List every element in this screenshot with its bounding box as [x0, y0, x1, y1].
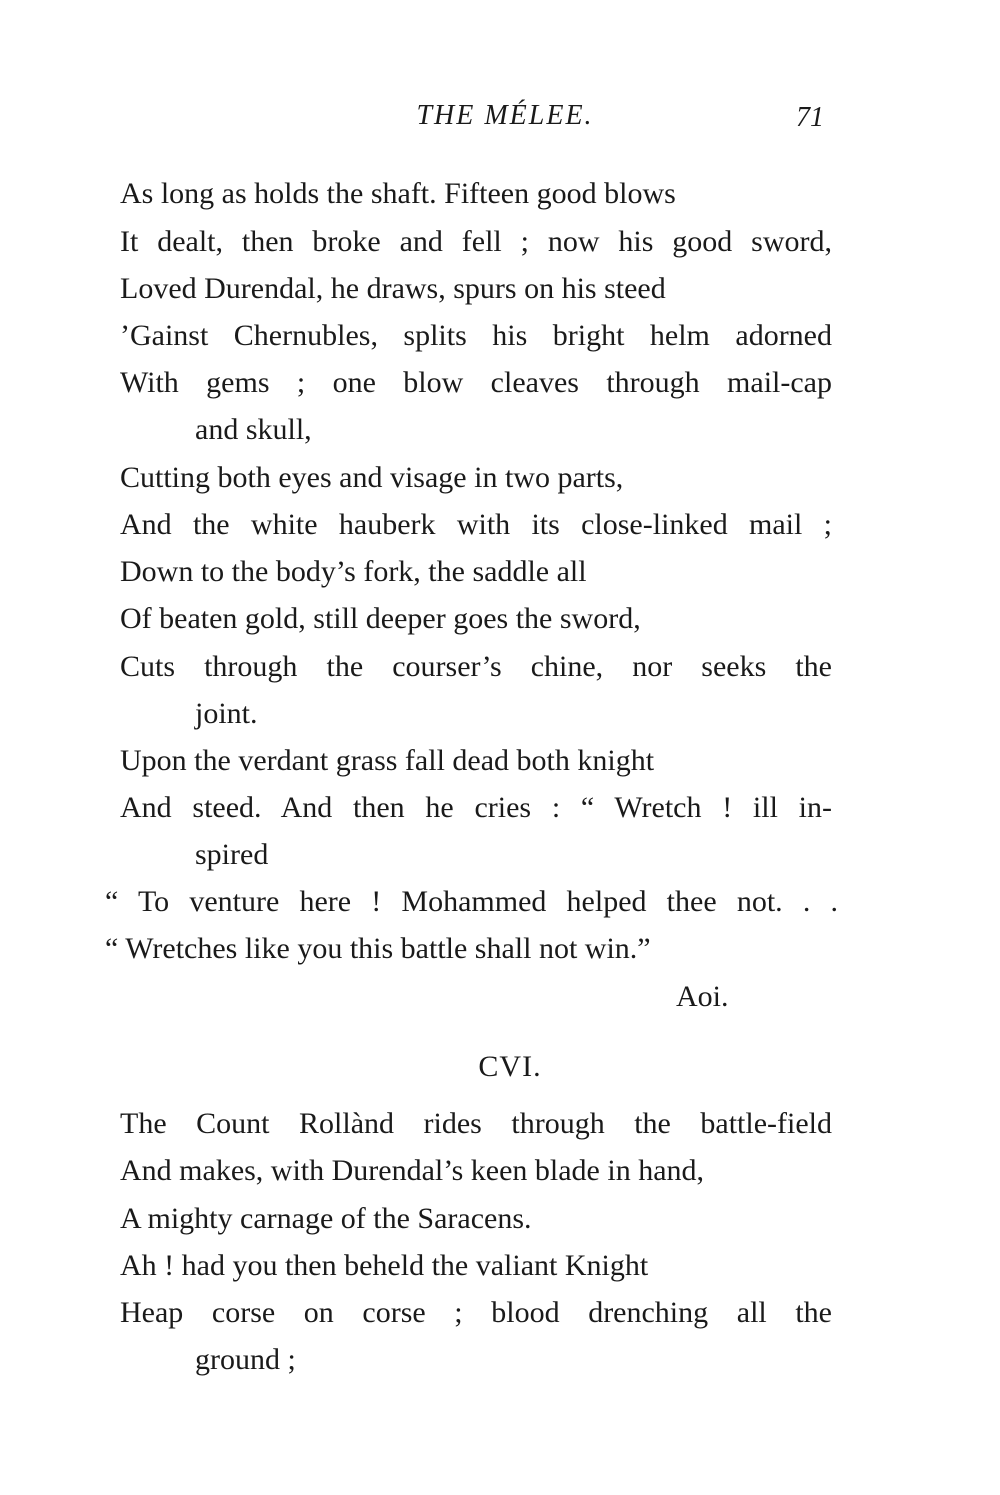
verse-line: Cutting both eyes and visage in two parts, [120, 461, 624, 494]
verse-line: A mighty carnage of the Saracens. [120, 1202, 532, 1235]
aoi-refrain: Aoi. [676, 980, 729, 1013]
verse-line: And steed. And then he cries : “ Wretch ! ill in- [120, 791, 832, 824]
verse-line: Heap corse on corse ; blood drenching all the [120, 1296, 832, 1329]
verse-line: Upon the verdant grass fall dead both knight [120, 744, 655, 777]
verse-line: It dealt, then broke and fell ; now his good sword, [120, 225, 832, 258]
verse-line: “ To venture here ! Mohammed helped thee not. . . [105, 885, 838, 918]
page-number: 71 [796, 102, 824, 133]
verse-line-continuation: spired [195, 838, 269, 871]
header-title: THE MÉLEE. [416, 100, 594, 131]
verse-line: “ Wretches like you this battle shall not win.” [105, 932, 651, 965]
verse-line: The Count Rollànd rides through the battle-field [120, 1107, 832, 1140]
verse-line: Cuts through the courser’s chine, nor seeks the [120, 650, 832, 683]
verse-line: Down to the body’s fork, the saddle all [120, 555, 587, 588]
verse-line: ’Gainst Chernubles, splits his bright helm adorned [120, 319, 832, 352]
verse-line-continuation: and skull, [195, 413, 312, 446]
verse-line: And makes, with Durendal’s keen blade in hand, [120, 1154, 705, 1187]
verse-line-continuation: joint. [195, 697, 258, 730]
verse-line: With gems ; one blow cleaves through mail-cap [120, 366, 832, 399]
verse-line: Of beaten gold, still deeper goes the sword, [120, 602, 641, 635]
verse-line: Ah ! had you then beheld the valiant Knight [120, 1249, 649, 1282]
verse-line: As long as holds the shaft. Fifteen good blows [120, 177, 676, 210]
verse-line-continuation: ground ; [195, 1343, 296, 1376]
verse-line: Loved Durendal, he draws, spurs on his steed [120, 272, 666, 305]
verse-line: And the white hauberk with its close-linked mail ; [120, 508, 832, 541]
section-heading: CVI. [478, 1050, 542, 1083]
